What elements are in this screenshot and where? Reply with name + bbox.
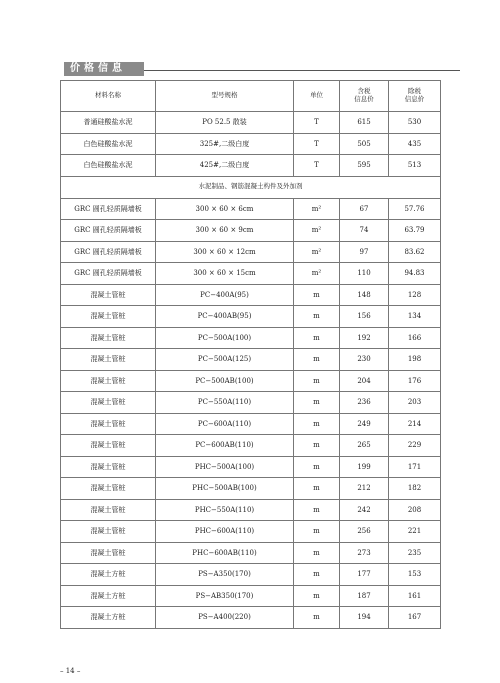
cell-material: GRC 圆孔轻质隔墙板 — [61, 263, 156, 285]
cell-material: 普通硅酸盐水泥 — [61, 112, 156, 134]
header-model: 型号规格 — [156, 81, 294, 112]
table-row — [61, 327, 441, 349]
cell-model: PS−A400(220) — [156, 607, 294, 629]
cell-tax-excluded-price: 57.76 — [389, 198, 441, 220]
cell-model: PC−550A(110) — [156, 392, 294, 414]
cell-model: PC−400AB(95) — [156, 306, 294, 328]
header-tax-excluded-line1: 除税 — [408, 87, 421, 96]
cell-model: PS−A350(170) — [156, 564, 294, 586]
cell-material: GRC 圆孔轻质隔墙板 — [61, 241, 156, 263]
cell-model: PS−AB350(170) — [156, 585, 294, 607]
cell-model: 300 × 60 × 6cm — [156, 198, 294, 220]
table-body-bottom — [61, 198, 441, 628]
cell-tax-included-price: 249 — [340, 413, 389, 435]
cell-unit: m² — [294, 263, 340, 285]
header-tax-included — [340, 81, 389, 112]
cell-tax-excluded-price: 530 — [389, 112, 441, 134]
table-row — [61, 133, 441, 155]
table-body-top — [61, 112, 441, 177]
page-number: – 14 – — [60, 667, 81, 675]
subheading-row — [61, 176, 441, 198]
cell-unit: m² — [294, 198, 340, 220]
cell-model: PHC−550A(110) — [156, 499, 294, 521]
cell-tax-included-price: 187 — [340, 585, 389, 607]
cell-material: 混凝土管桩 — [61, 349, 156, 371]
cell-unit: m — [294, 306, 340, 328]
cell-tax-excluded-price: 198 — [389, 349, 441, 371]
cell-material: 混凝土管桩 — [61, 456, 156, 478]
table-row — [61, 220, 441, 242]
cell-unit: m — [294, 370, 340, 392]
cell-tax-included-price: 204 — [340, 370, 389, 392]
cell-unit: m — [294, 284, 340, 306]
cell-unit: m — [294, 413, 340, 435]
section-divider — [144, 70, 460, 71]
cell-tax-included-price: 74 — [340, 220, 389, 242]
cell-model: PHC−500A(100) — [156, 456, 294, 478]
cell-material: 混凝土管桩 — [61, 478, 156, 500]
cell-model: 325#,二级白度 — [156, 133, 294, 155]
table-subheading-section — [61, 176, 441, 198]
cell-tax-included-price: 230 — [340, 349, 389, 371]
cell-tax-excluded-price: 182 — [389, 478, 441, 500]
header-tax-excluded — [389, 81, 441, 112]
cell-tax-included-price: 595 — [340, 155, 389, 177]
cell-unit: m — [294, 542, 340, 564]
table-row — [61, 198, 441, 220]
cell-model: PHC−600A(110) — [156, 521, 294, 543]
cell-tax-excluded-price: 214 — [389, 413, 441, 435]
header-material: 材料名称 — [61, 81, 156, 112]
cell-tax-included-price: 615 — [340, 112, 389, 134]
cell-model: 300 × 60 × 15cm — [156, 263, 294, 285]
table-row — [61, 392, 441, 414]
price-table — [60, 80, 441, 629]
cell-unit: m — [294, 499, 340, 521]
cell-material: 混凝土管桩 — [61, 370, 156, 392]
cell-tax-excluded-price: 176 — [389, 370, 441, 392]
cell-material: 混凝土管桩 — [61, 521, 156, 543]
cell-material: GRC 圆孔轻质隔墙板 — [61, 198, 156, 220]
header-unit: 单位 — [294, 81, 340, 112]
cell-tax-included-price: 265 — [340, 435, 389, 457]
cell-unit: m — [294, 585, 340, 607]
cell-unit: m — [294, 327, 340, 349]
cell-tax-excluded-price: 83.62 — [389, 241, 441, 263]
cell-model: PHC−500AB(100) — [156, 478, 294, 500]
cell-tax-excluded-price: 166 — [389, 327, 441, 349]
table-row — [61, 478, 441, 500]
cell-model: 300 × 60 × 9cm — [156, 220, 294, 242]
cell-tax-excluded-price: 513 — [389, 155, 441, 177]
cell-tax-excluded-price: 161 — [389, 585, 441, 607]
cell-unit: m — [294, 478, 340, 500]
cell-tax-included-price: 242 — [340, 499, 389, 521]
cell-unit: m — [294, 521, 340, 543]
table-row — [61, 585, 441, 607]
cell-tax-excluded-price: 235 — [389, 542, 441, 564]
cell-tax-excluded-price: 63.79 — [389, 220, 441, 242]
table-row — [61, 521, 441, 543]
cell-material: 混凝土方桩 — [61, 607, 156, 629]
table-row — [61, 435, 441, 457]
cell-material: 混凝土管桩 — [61, 435, 156, 457]
cell-tax-excluded-price: 134 — [389, 306, 441, 328]
cell-tax-excluded-price: 221 — [389, 521, 441, 543]
cell-material: 混凝土管桩 — [61, 542, 156, 564]
table-row — [61, 112, 441, 134]
cell-model: PO 52.5 散装 — [156, 112, 294, 134]
cell-tax-excluded-price: 203 — [389, 392, 441, 414]
table-header-row — [61, 81, 441, 112]
cell-material: 混凝土管桩 — [61, 413, 156, 435]
cell-unit: m — [294, 349, 340, 371]
table-row — [61, 542, 441, 564]
table-row — [61, 241, 441, 263]
section-title: 价格信息 — [64, 62, 144, 76]
cell-tax-included-price: 192 — [340, 327, 389, 349]
table-row — [61, 564, 441, 586]
header-tax-included-line2: 信息价 — [354, 95, 374, 103]
cell-unit: T — [294, 112, 340, 134]
cell-tax-included-price: 156 — [340, 306, 389, 328]
cell-model: PC−600A(110) — [156, 413, 294, 435]
cell-tax-included-price: 256 — [340, 521, 389, 543]
table-row — [61, 413, 441, 435]
cell-unit: T — [294, 155, 340, 177]
cell-material: 白色硅酸盐水泥 — [61, 133, 156, 155]
cell-tax-included-price: 177 — [340, 564, 389, 586]
cell-material: 混凝土方桩 — [61, 564, 156, 586]
cell-model: PC−500AB(100) — [156, 370, 294, 392]
cell-material: 混凝土管桩 — [61, 327, 156, 349]
cell-tax-included-price: 67 — [340, 198, 389, 220]
cell-tax-excluded-price: 167 — [389, 607, 441, 629]
cell-model: PC−400A(95) — [156, 284, 294, 306]
cell-material: 混凝土管桩 — [61, 284, 156, 306]
table-row — [61, 349, 441, 371]
cell-tax-included-price: 110 — [340, 263, 389, 285]
table-row — [61, 370, 441, 392]
cell-tax-excluded-price: 94.83 — [389, 263, 441, 285]
table-row — [61, 306, 441, 328]
cell-tax-included-price: 273 — [340, 542, 389, 564]
cell-material: 混凝土管桩 — [61, 392, 156, 414]
cell-tax-excluded-price: 435 — [389, 133, 441, 155]
cell-material: 混凝土方桩 — [61, 585, 156, 607]
cell-unit: m² — [294, 241, 340, 263]
cell-tax-included-price: 212 — [340, 478, 389, 500]
cell-tax-excluded-price: 229 — [389, 435, 441, 457]
header-tax-included-line1: 含税 — [357, 87, 371, 96]
cell-model: PC−500A(125) — [156, 349, 294, 371]
cell-unit: m — [294, 607, 340, 629]
cell-unit: m — [294, 392, 340, 414]
table-row — [61, 607, 441, 629]
cell-tax-included-price: 194 — [340, 607, 389, 629]
cell-material: 白色硅酸盐水泥 — [61, 155, 156, 177]
cell-unit: T — [294, 133, 340, 155]
cell-unit: m — [294, 435, 340, 457]
cell-unit: m — [294, 456, 340, 478]
cell-tax-excluded-price: 208 — [389, 499, 441, 521]
cell-model: PHC−600AB(110) — [156, 542, 294, 564]
cell-model: 425#,二级白度 — [156, 155, 294, 177]
cell-tax-included-price: 236 — [340, 392, 389, 414]
cell-model: PC−500A(100) — [156, 327, 294, 349]
table-row — [61, 284, 441, 306]
table-row — [61, 263, 441, 285]
section-header — [60, 62, 460, 76]
cell-tax-excluded-price: 153 — [389, 564, 441, 586]
cell-tax-included-price: 199 — [340, 456, 389, 478]
subheading-cell: 水泥制品、钢筋混凝土构件及外加剂 — [61, 176, 441, 198]
table-row — [61, 456, 441, 478]
cell-model: PC−600AB(110) — [156, 435, 294, 457]
header-tax-excluded-line2: 信息价 — [404, 95, 425, 103]
cell-material: GRC 圆孔轻质隔墙板 — [61, 220, 156, 242]
cell-tax-excluded-price: 171 — [389, 456, 441, 478]
cell-unit: m² — [294, 220, 340, 242]
cell-model: 300 × 60 × 12cm — [156, 241, 294, 263]
cell-tax-included-price: 505 — [340, 133, 389, 155]
cell-tax-included-price: 97 — [340, 241, 389, 263]
cell-tax-included-price: 148 — [340, 284, 389, 306]
table-row — [61, 499, 441, 521]
cell-material: 混凝土管桩 — [61, 499, 156, 521]
cell-unit: m — [294, 564, 340, 586]
table-row — [61, 155, 441, 177]
cell-tax-excluded-price: 128 — [389, 284, 441, 306]
cell-material: 混凝土管桩 — [61, 306, 156, 328]
